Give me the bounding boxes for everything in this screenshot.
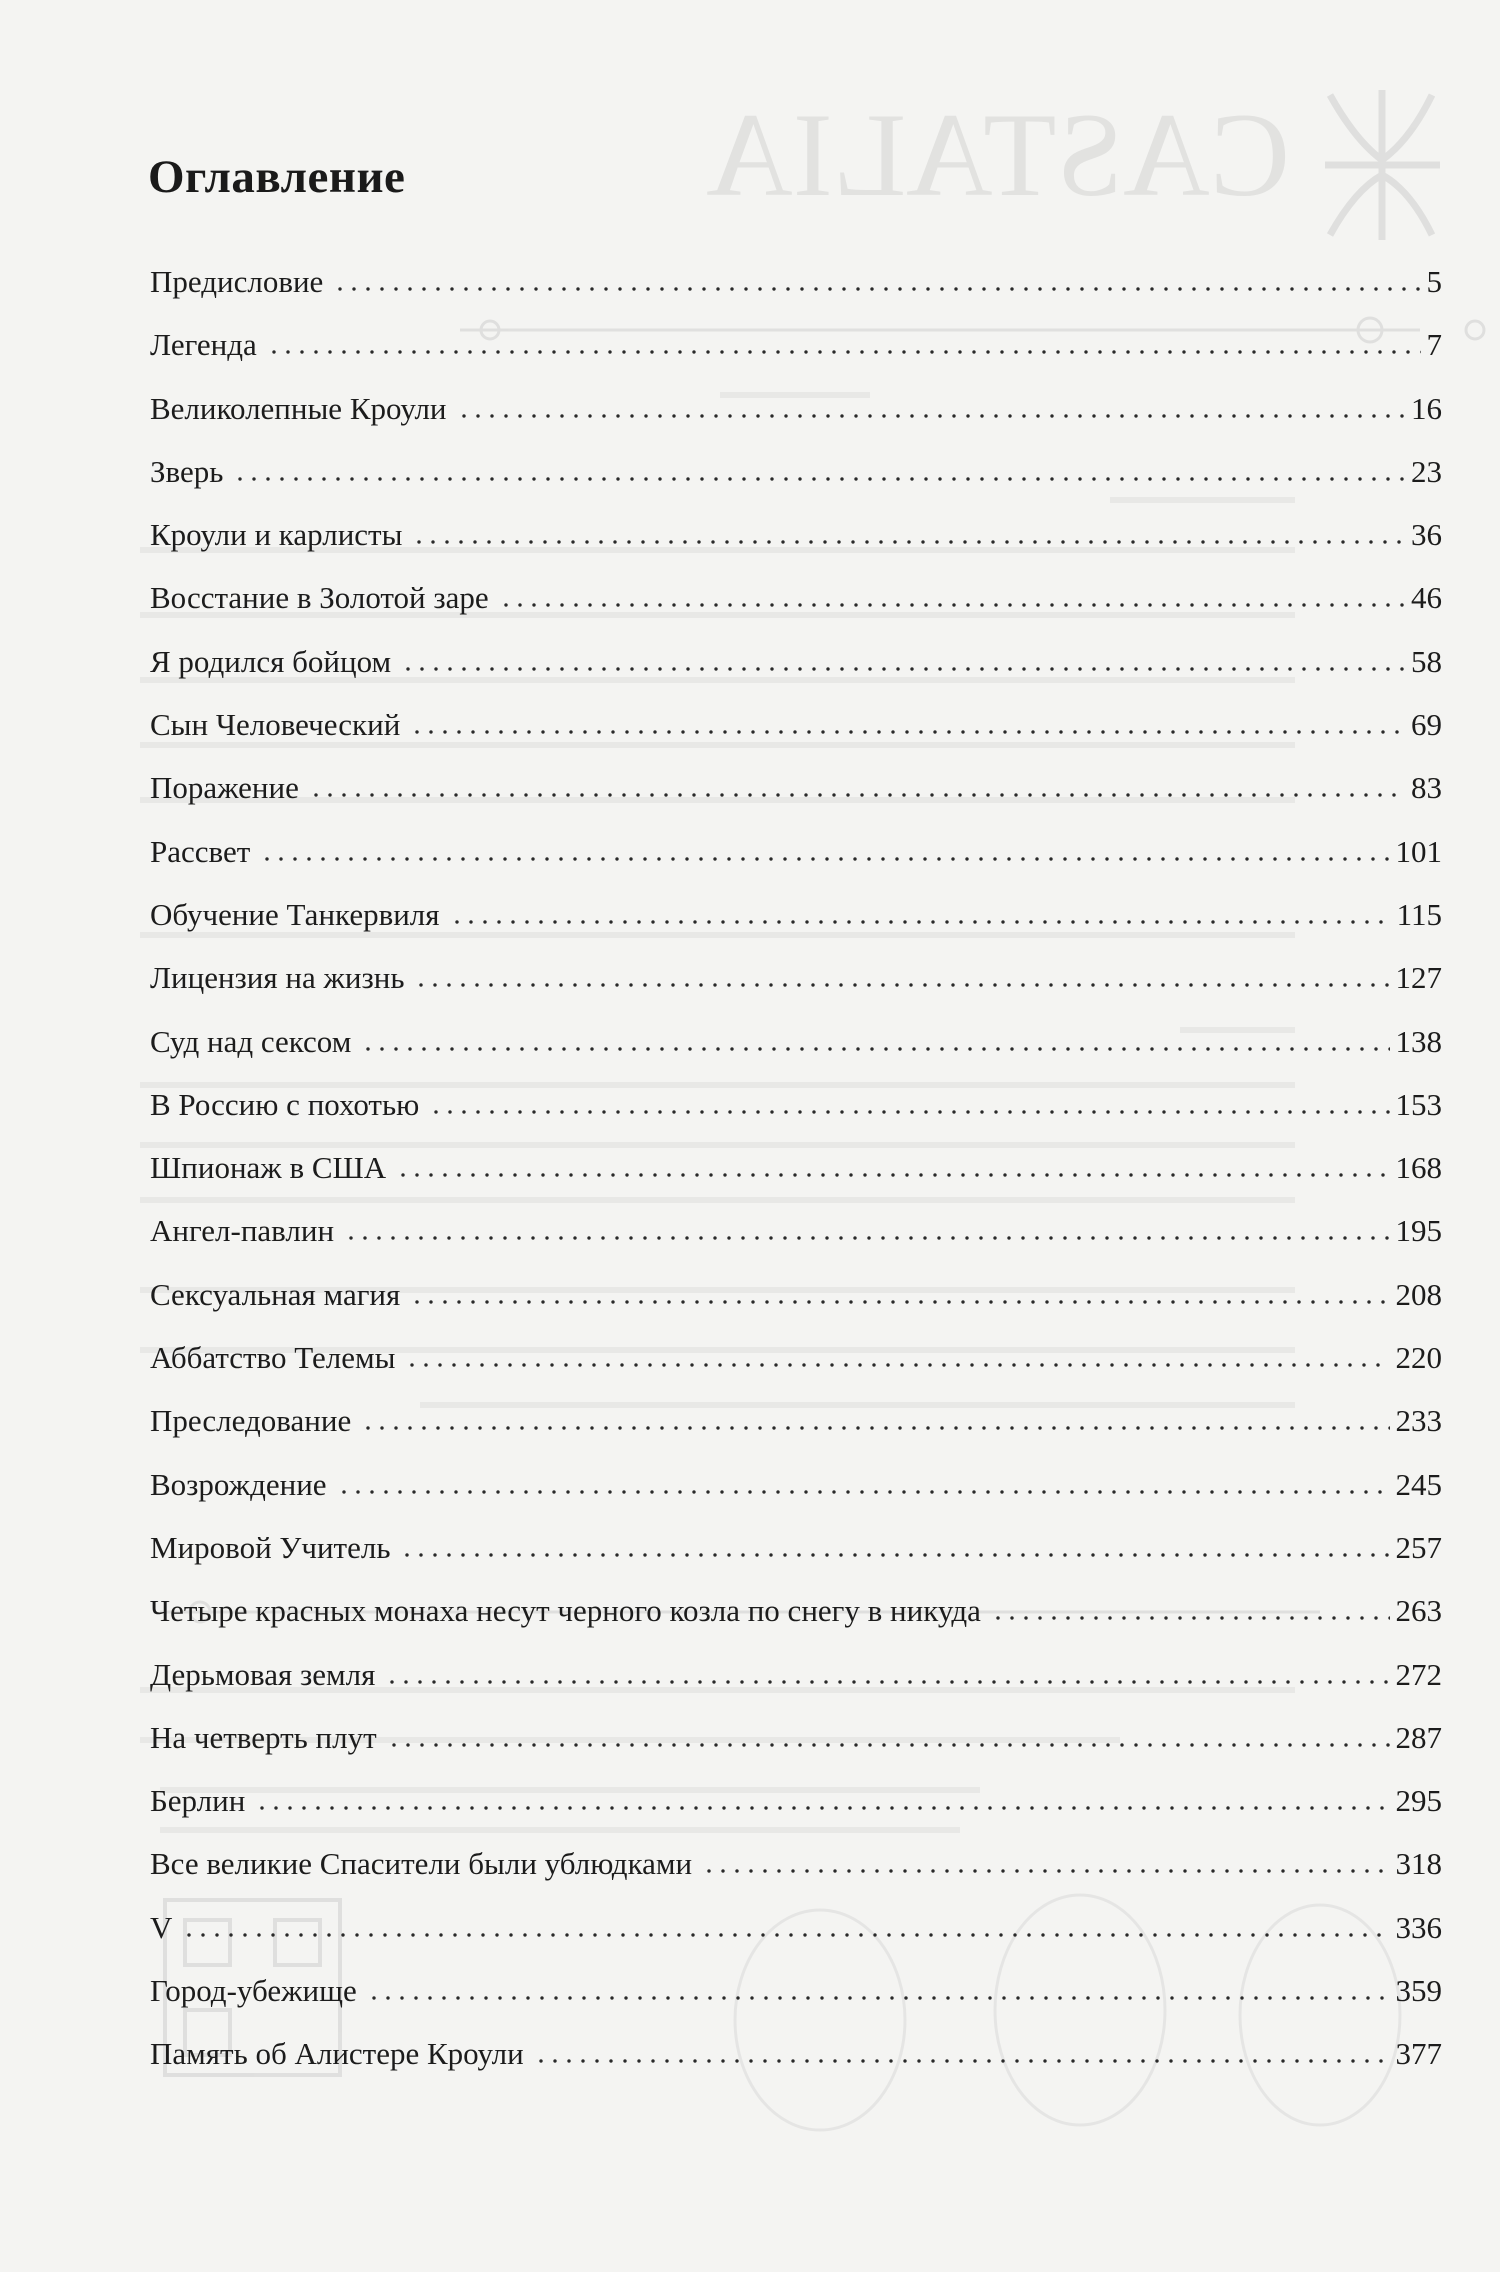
dot-leader (401, 666, 1405, 672)
dot-leader (412, 539, 1405, 545)
toc-entry-title: Рассвет (150, 833, 251, 869)
dot-leader (333, 286, 1420, 292)
toc-entry-page-number: 115 (1396, 896, 1442, 932)
toc-entry-title: Все великие Спасители были ублюдками (150, 1846, 693, 1882)
toc-entry (150, 768, 1442, 831)
dot-leader (414, 982, 1389, 988)
toc-entry-title: Лицензия на жизнь (150, 960, 405, 996)
dot-leader (233, 476, 1405, 482)
toc-entry-page-number: 359 (1395, 1973, 1442, 2009)
toc-entry-page-number: 138 (1395, 1023, 1442, 1059)
toc-entry-title: Преследование (150, 1403, 352, 1439)
toc-entry (150, 1338, 1442, 1401)
dot-leader (991, 1615, 1390, 1621)
toc-entry-title: Четыре красных монаха несут черного козла по снегу в никуда (150, 1593, 981, 1629)
toc-entry (150, 832, 1442, 895)
toc-entry-page-number: 58 (1411, 643, 1442, 679)
dot-leader (337, 1489, 1390, 1495)
toc-entry (150, 642, 1442, 705)
toc-entry (150, 325, 1442, 388)
toc-entry-page-number: 220 (1395, 1340, 1442, 1376)
dot-leader (260, 856, 1389, 862)
toc-entry-title: Шпионаж в США (150, 1150, 387, 1186)
dot-leader (387, 1742, 1390, 1748)
toc-entry-title: Предисловие (150, 264, 324, 299)
dot-leader (457, 413, 1405, 419)
toc-entry (150, 1718, 1442, 1781)
toc-entry (150, 1465, 1442, 1528)
table-of-contents (150, 262, 1442, 2098)
toc-entry-page-number: 287 (1395, 1719, 1442, 1755)
ghost-logo-text: CASTALIA (706, 88, 1290, 221)
dot-leader (309, 792, 1405, 798)
toc-entry-page-number: 36 (1411, 517, 1442, 553)
toc-entry (150, 1655, 1442, 1718)
dot-leader (450, 919, 1391, 925)
toc-entry (150, 1085, 1442, 1148)
toc-entry-page-number: 245 (1395, 1466, 1442, 1502)
toc-entry-page-number: 153 (1395, 1086, 1442, 1122)
toc-entry-title: Сын Человеческий (150, 707, 401, 743)
toc-entry-page-number: 195 (1395, 1213, 1442, 1249)
toc-entry (150, 1971, 1442, 2034)
toc-entry (150, 1022, 1442, 1085)
toc-entry-title: V (150, 1909, 173, 1945)
toc-entry-page-number: 295 (1395, 1783, 1442, 1819)
dot-leader (385, 1679, 1389, 1685)
toc-entry-title: Мировой Учитель (150, 1529, 391, 1565)
dot-leader (534, 2058, 1390, 2064)
dot-leader (429, 1109, 1389, 1115)
toc-entry (150, 1148, 1442, 1211)
toc-entry-page-number: 16 (1411, 390, 1442, 426)
dot-leader (410, 729, 1405, 735)
toc-entry-title: В Россию с похотью (150, 1086, 420, 1122)
toc-entry (150, 452, 1442, 515)
toc-entry (150, 1528, 1442, 1591)
toc-entry (150, 1781, 1442, 1844)
toc-entry-title: Обучение Танкервиля (150, 896, 440, 932)
toc-entry-page-number: 23 (1411, 453, 1442, 489)
toc-entry-page-number: 46 (1411, 580, 1442, 616)
page-title: Оглавление (148, 151, 406, 203)
dot-leader (255, 1805, 1389, 1811)
dot-leader (405, 1362, 1389, 1368)
dot-leader (499, 602, 1405, 608)
toc-entry (150, 578, 1442, 641)
toc-entry-page-number: 257 (1395, 1529, 1442, 1565)
toc-entry (150, 1591, 1442, 1654)
dot-leader (361, 1425, 1389, 1431)
dot-leader (267, 349, 1421, 355)
toc-entry-page-number: 168 (1395, 1150, 1442, 1186)
toc-entry-title: Память об Алистере Кроули (150, 2036, 524, 2072)
dot-leader (400, 1552, 1389, 1558)
toc-entry-title: Город-убежище (150, 1973, 357, 2009)
toc-entry-title: Великолепные Кроули (150, 390, 447, 426)
toc-entry-page-number: 263 (1395, 1593, 1442, 1629)
toc-entry-page-number: 377 (1395, 2036, 1442, 2072)
toc-entry-page-number: 101 (1395, 833, 1442, 869)
toc-entry-title: Дерьмовая земля (150, 1656, 376, 1692)
toc-entry-page-number: 272 (1395, 1656, 1442, 1692)
toc-entry (150, 389, 1442, 452)
toc-entry-page-number: 69 (1411, 707, 1442, 743)
toc-entry-title: На четверть плут (150, 1719, 377, 1755)
dot-leader (367, 1995, 1390, 2001)
toc-entry-page-number: 336 (1395, 1909, 1442, 1945)
toc-entry-title: Возрождение (150, 1466, 327, 1502)
toc-entry (150, 958, 1442, 1021)
dot-leader (182, 1932, 1389, 1938)
toc-entry (150, 895, 1442, 958)
toc-entry-page-number: 83 (1411, 770, 1442, 806)
toc-entry-title: Кроули и карлисты (150, 517, 403, 553)
toc-entry-title: Поражение (150, 770, 299, 806)
toc-entry (150, 515, 1442, 578)
toc-entry-title: Зверь (150, 453, 224, 489)
castalia-logo-mark (1325, 90, 1440, 240)
toc-entry (150, 262, 1442, 325)
toc-entry-title: Суд над сексом (150, 1023, 352, 1059)
toc-entry (150, 1275, 1442, 1338)
toc-entry-title: Берлин (150, 1783, 246, 1819)
toc-entry-title: Легенда (150, 327, 257, 363)
toc-entry (150, 1908, 1442, 1971)
dot-leader (361, 1046, 1389, 1052)
toc-entry-page-number: 127 (1395, 960, 1442, 996)
toc-entry-page-number: 208 (1395, 1276, 1442, 1312)
toc-entry-title: Я родился бойцом (150, 643, 392, 679)
toc-entry-page-number: 7 (1426, 327, 1442, 363)
dot-leader (702, 1868, 1389, 1874)
toc-entry-title: Аббатство Телемы (150, 1340, 396, 1376)
toc-entry-title: Ангел-павлин (150, 1213, 335, 1249)
dot-leader (396, 1172, 1389, 1178)
toc-entry (150, 1844, 1442, 1907)
toc-entry (150, 1401, 1442, 1464)
toc-entry (150, 2034, 1442, 2097)
toc-entry-title: Восстание в Золотой заре (150, 580, 489, 616)
toc-entry (150, 1211, 1442, 1274)
toc-entry-page-number: 5 (1426, 264, 1442, 299)
toc-entry-page-number: 233 (1395, 1403, 1442, 1439)
toc-entry-page-number: 318 (1395, 1846, 1442, 1882)
dot-leader (410, 1299, 1389, 1305)
toc-entry (150, 705, 1442, 768)
toc-entry-title: Сексуальная магия (150, 1276, 401, 1312)
dot-leader (344, 1235, 1389, 1241)
